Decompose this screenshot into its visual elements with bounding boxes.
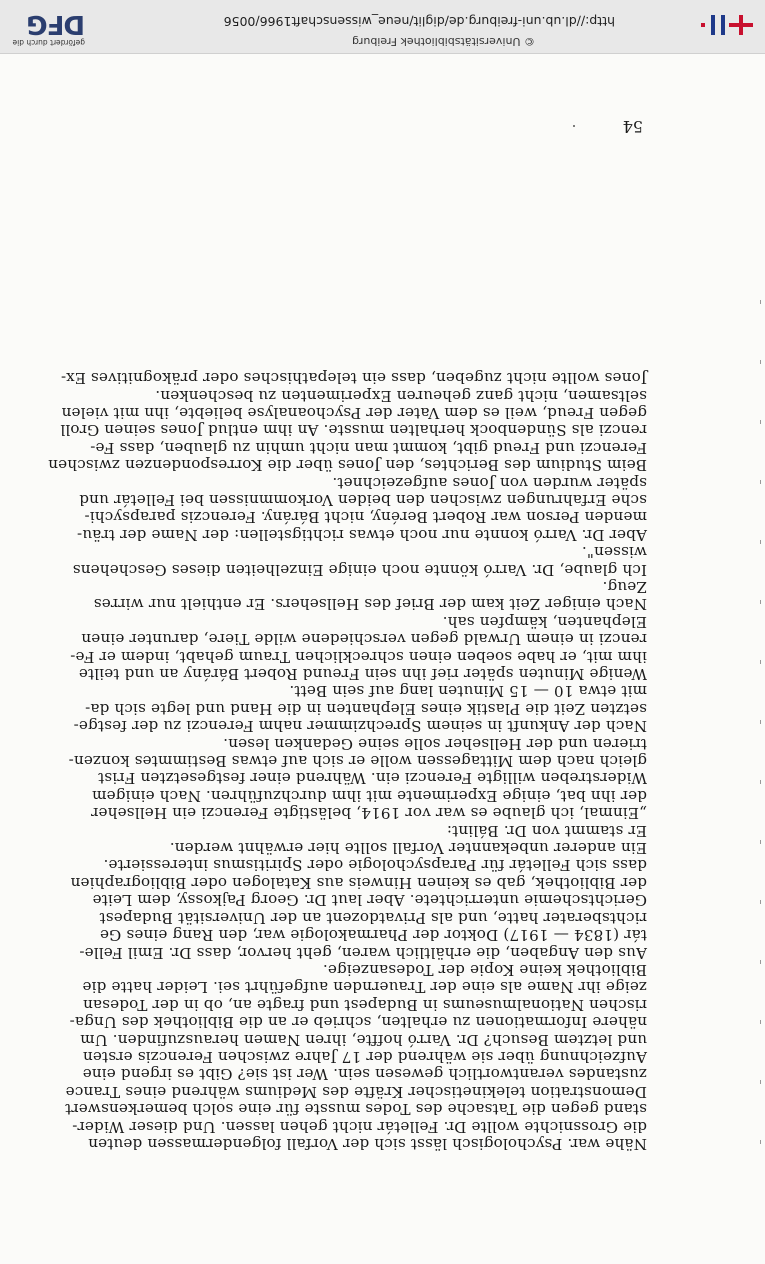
facing-page-edge <box>760 264 761 1144</box>
speck <box>573 125 575 127</box>
dfg-logo <box>5 5 85 47</box>
paragraph-5: Nach der Ankunft in seinem Sprechzimmer nahm Ferenczi zu der festge- setzten Zeit die Plastik eines Elephanten in die Hand und legte sich da- mit etwa 10 — 15 Minuten lang auf sein Bett. <box>73 682 647 736</box>
paragraph-6: Wenige Minuten später rief ihn sein Freund Robert Bárány an und teilte ihm mit, er habe soeben einen schrecklichen Traum gehabt, indem er Fe- renczi in einem Urwald gegen verschiedene wilde Tiere, darunter einen Elephanten, kämpfen sah. <box>70 612 647 684</box>
digitization-footer <box>0 0 765 54</box>
paragraph-8: Ich glaube, Dr. Varró könnte noch einige Einzelheiten dieses Geschehens wissen". <box>72 543 647 579</box>
source-url[interactable]: http://dl.ub.uni-freiburg.de/diglit/neue_wissenschaft1966/0056 <box>223 14 615 29</box>
paragraph-9: Aber Dr. Varró konnte nur noch etwas richtigstellen: der Name der träu- menden Person war Robert Berény, nicht Bárány. Ferenczis parapsychi- sche Erfahrungen zwischen den beiden Vorkommnissen bei Felletár und später wurden von Jones aufgezeichnet. <box>76 473 647 544</box>
paragraph-1: Nähe war. Psychologisch lässt sich der Vorfall folgendermassen deuten die Grossnichte wollte Dr. Felletár nicht gehen lassen. Und dieser Wider- stand gegen die Tatsache des Todes musste für eine solch bemerkenswert Demonstration telekinetischer Kräfte des Mediums während eines Trance zustandes verantwortlich gewesen sein. Wer ist sie? Gibt es irgend eine Aufzeichnung über sie während der 17 Jahre zwischen Ferenczis ersten und letztem Besuch? Dr. Varró hoffte, ihren Namen herauszufinden. Um nähere Informationen zu erhalten, schrieb er an die Bibliothek des Unga- rischen Nationalmuseums in Budapest und fragte an, ob in der Todesan zeige ihr Name als eine der Trauernden aufgeführt sei. Leider hatte die Bibliothek keine Kopie der Todesanzeige. <box>64 960 647 1153</box>
university-library-logo <box>697 7 757 45</box>
body-text <box>0 369 647 1152</box>
paragraph-11: Jones wollte nicht zugeben, dass ein telepathisches oder präkognitives Ex- <box>60 369 647 388</box>
paragraph-4: „Einmal, ich glaube es war vor 1914, belästigte Ferenczi ein Hellseher der ihn bat, einige Experimente mit ihm durchzuführen. Nach einigem Widerstreben willigte Ferenczi ein. Während einer festgesetzten Frist gleich nach dem Mittagessen wolle er sich auf etwas Bestimmtes konzen- trieren und der Hellseher solle seine Gedanken lesen. <box>68 734 647 823</box>
page-number: 54 <box>622 117 643 136</box>
paragraph-2: Aus den Angaben, die erhältlich waren, geht hervor, dass Dr. Emil Felle- tár (1834 — 1917) Doktor der Pharmakologie war, den Rang eines Ge richtsberater hatte, und als Privatdozent an der Universität Budapest Gerichtschemie unterrichtete. Aber laut Dr. Georg Pajkossy, dem Leite der Bibliothek, gab es keinen Hinweis aus Katalogen oder Bibliographien dass sich Felletár für Parapsychologie oder Spiritismus interessierte. <box>70 856 647 962</box>
paragraph-10: Beim Studium des Berichtes, den Jones über die Korrespondenzen zwischen Ferenczi und Freud gibt, kommt man nicht umhin zu glauben, dass Fe- renczi als Sündenbock herhalten musste. An ihm entlud Jones seinen Groll gegen Freud, weil es dem Vater der Psychoanalyse beliebte, ihn mit vielen seltsamen, nicht ganz geheuren Experimenten zu beschenken. <box>48 386 647 475</box>
dfg-wordmark: DFG <box>27 9 85 39</box>
copyright-notice: © Universitätsbibliothek Freiburg <box>352 35 535 48</box>
dfg-subtitle: gefördert durch die <box>12 38 85 47</box>
paragraph-3: Ein anderer unbekannter Vorfall sollte hier erwähnt werden. Er stammt von Dr. Bálint: <box>169 821 647 858</box>
paragraph-7: Nach einiger Zeit kam der Brief des Hellsehers. Er enthielt nur wirres Zeug. <box>93 578 647 614</box>
